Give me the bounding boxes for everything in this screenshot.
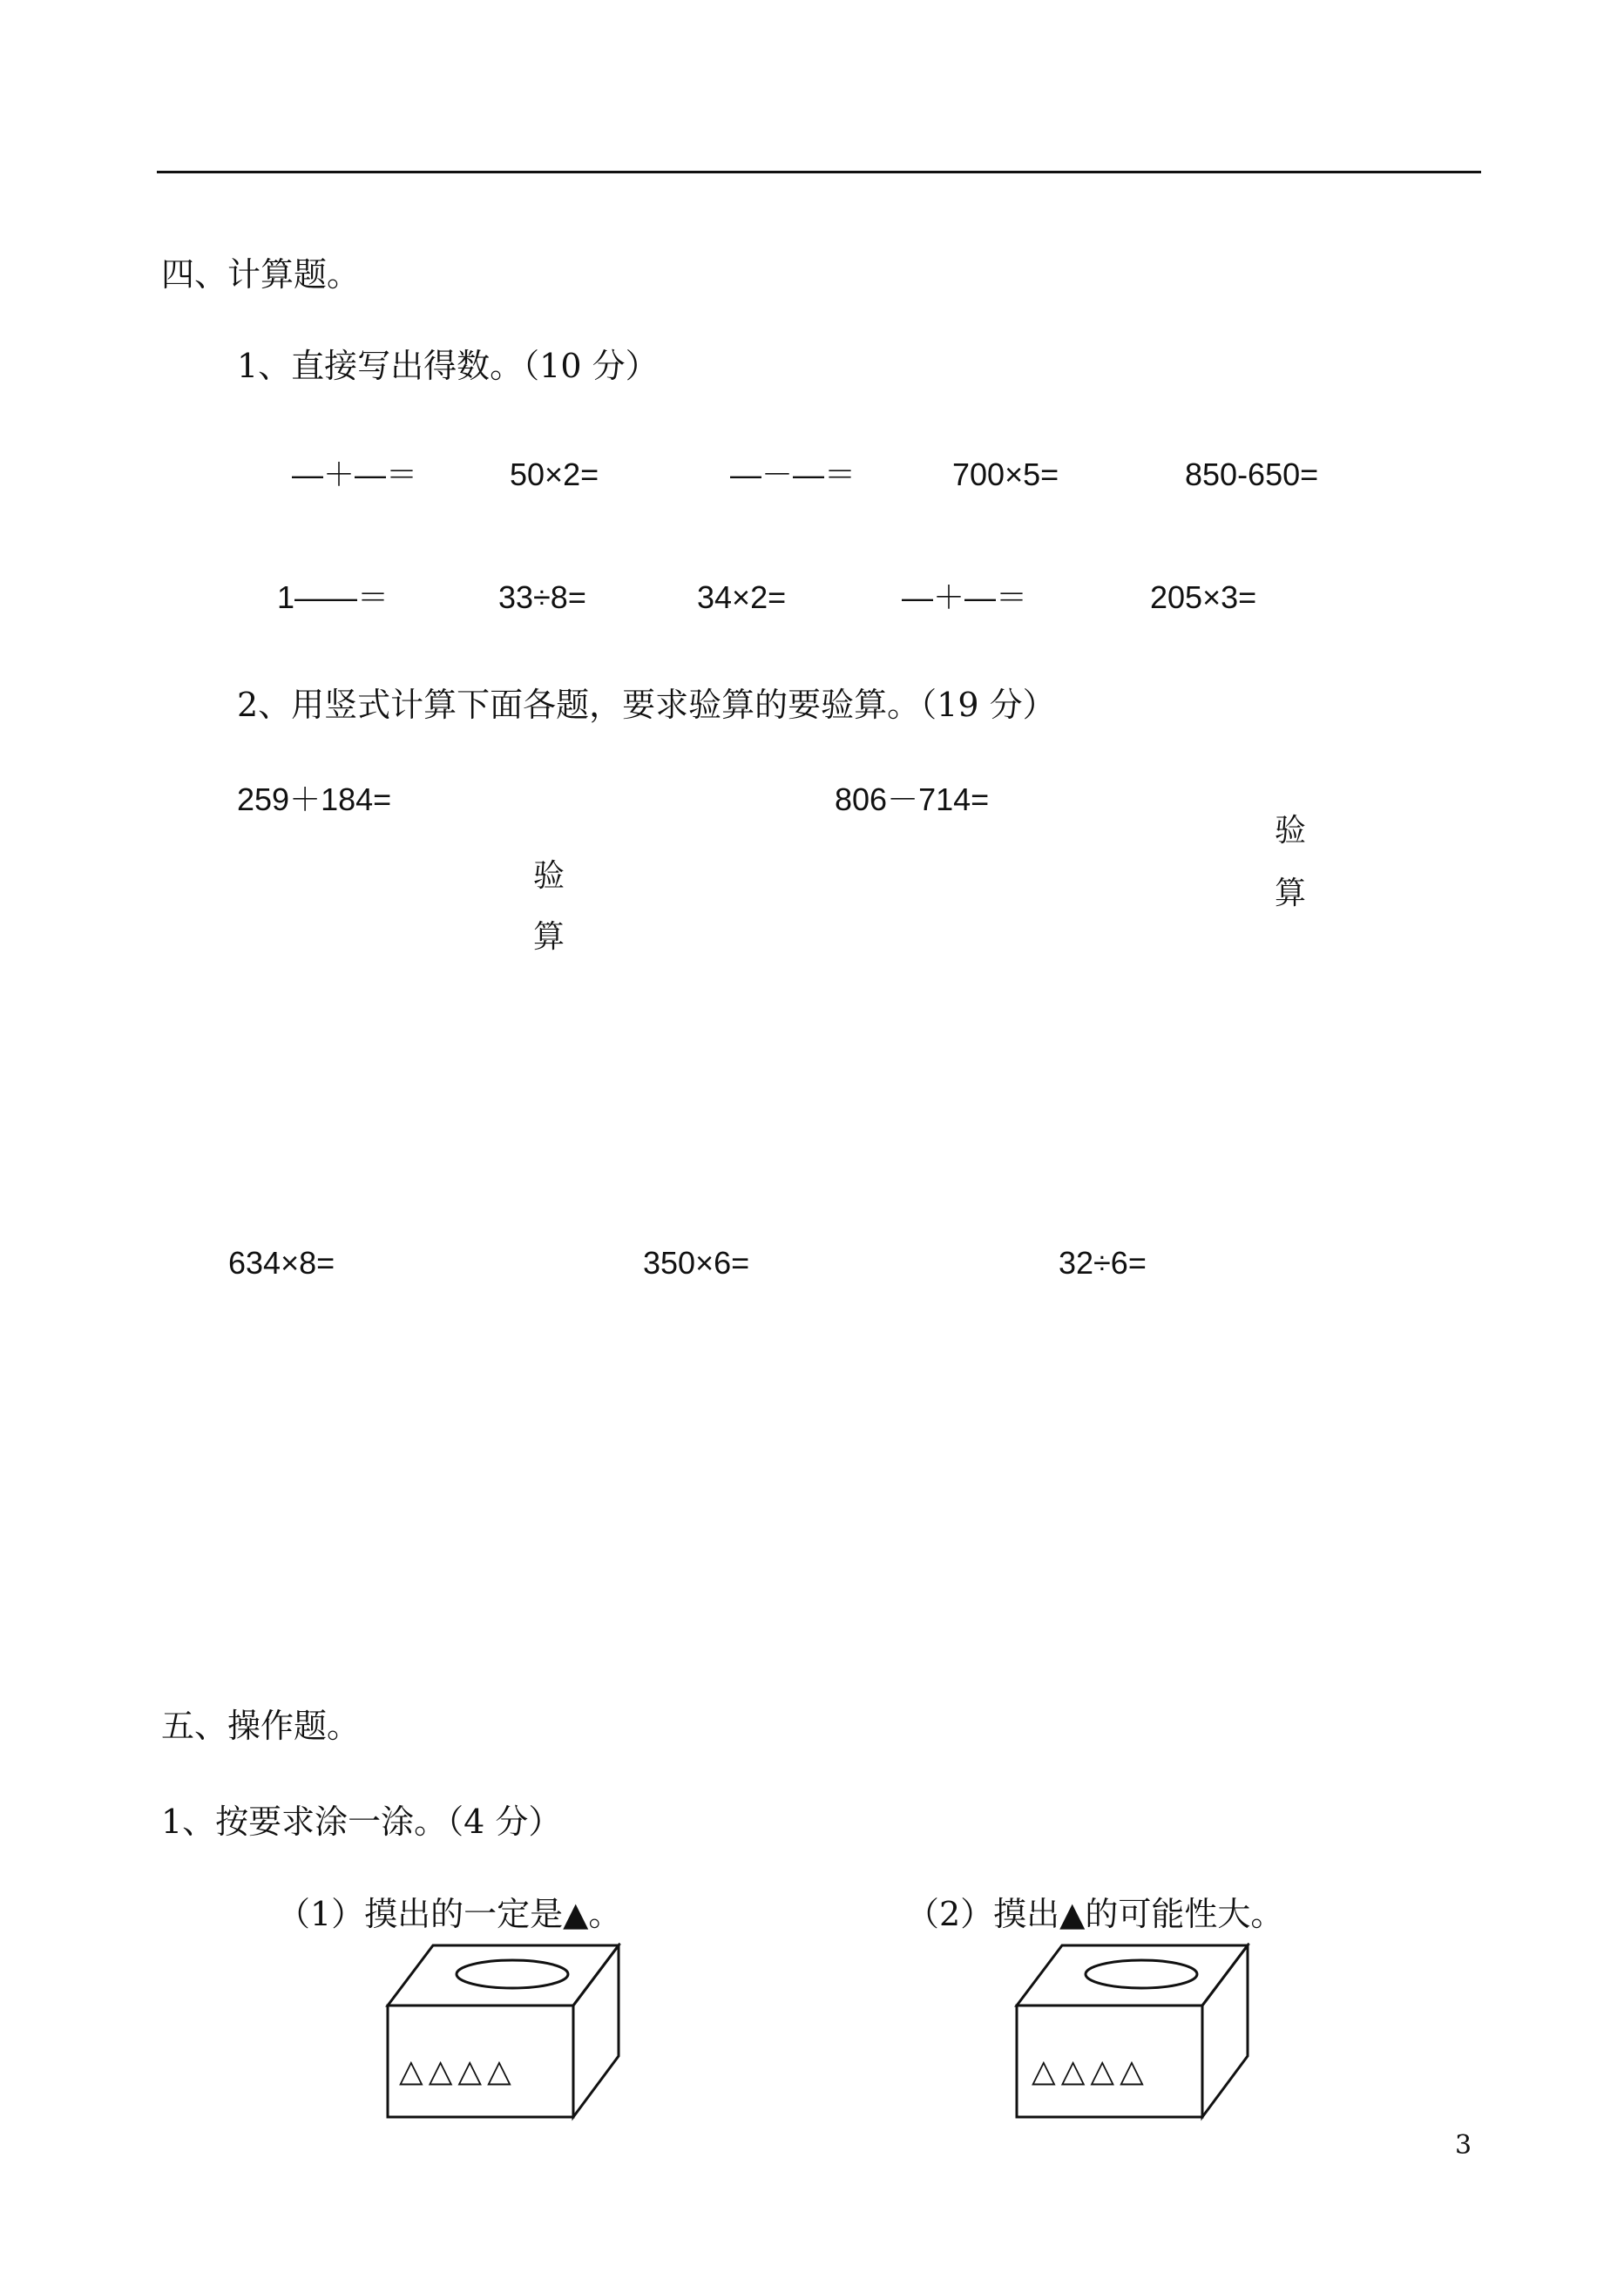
equation: —－—＝ <box>730 457 856 492</box>
tissue-box <box>383 1943 623 2121</box>
equation: 205×3= <box>1150 579 1257 615</box>
vertical-calc-item: 259＋184= <box>237 781 392 817</box>
tissue-box <box>1012 1943 1252 2121</box>
equation: 33÷8= <box>498 579 586 615</box>
box-label: （1）摸出的一定是▲。 <box>277 1895 622 1933</box>
vertical-calc-item: 634×8= <box>228 1245 335 1281</box>
equation: 50×2= <box>510 457 599 492</box>
box-drawing <box>383 1943 623 2121</box>
triangle-icon: △ <box>1032 2053 1061 2089</box>
equation: 1——＝ <box>277 579 389 615</box>
check-label-char: 验 <box>1275 813 1307 849</box>
check-label-char: 算 <box>533 919 565 955</box>
equation: 850-650= <box>1185 457 1319 492</box>
vertical-calc-item: 806－714= <box>835 781 990 817</box>
equation: 34×2= <box>697 579 787 615</box>
q2-title: 2、用竖式计算下面各题，要求验算的要验算。（19 分） <box>237 686 1056 724</box>
triangle-icon: △ <box>428 2053 458 2089</box>
box-drawing <box>1012 1943 1252 2121</box>
check-label-char: 算 <box>1275 876 1307 911</box>
equation: 700×5= <box>952 457 1059 492</box>
vertical-calc-item: 32÷6= <box>1059 1245 1147 1281</box>
header-rule <box>157 171 1481 173</box>
page-number: 3 <box>1455 2130 1472 2161</box>
triangle-icon: △ <box>399 2053 429 2089</box>
box-label: （2）摸出▲的可能性大。 <box>906 1895 1284 1933</box>
triangle-icon: △ <box>1120 2053 1149 2089</box>
s5-q1-title: 1、按要求涂一涂。（4 分） <box>161 1803 562 1841</box>
equation: —＋—＝ <box>292 457 418 492</box>
triangle-icon: △ <box>487 2053 517 2089</box>
section4-title: 四、计算题。 <box>161 255 361 294</box>
triangle-icon: △ <box>1090 2053 1120 2089</box>
triangle-icon: △ <box>1060 2053 1091 2089</box>
check-label-char: 验 <box>533 858 565 894</box>
vertical-calc-item: 350×6= <box>643 1245 750 1281</box>
q1-title: 1、直接写出得数。（10 分） <box>237 347 659 385</box>
triangle-icon: △ <box>457 2053 488 2089</box>
equation: —＋—＝ <box>902 579 1028 615</box>
section5-title: 五、操作题。 <box>161 1707 361 1745</box>
